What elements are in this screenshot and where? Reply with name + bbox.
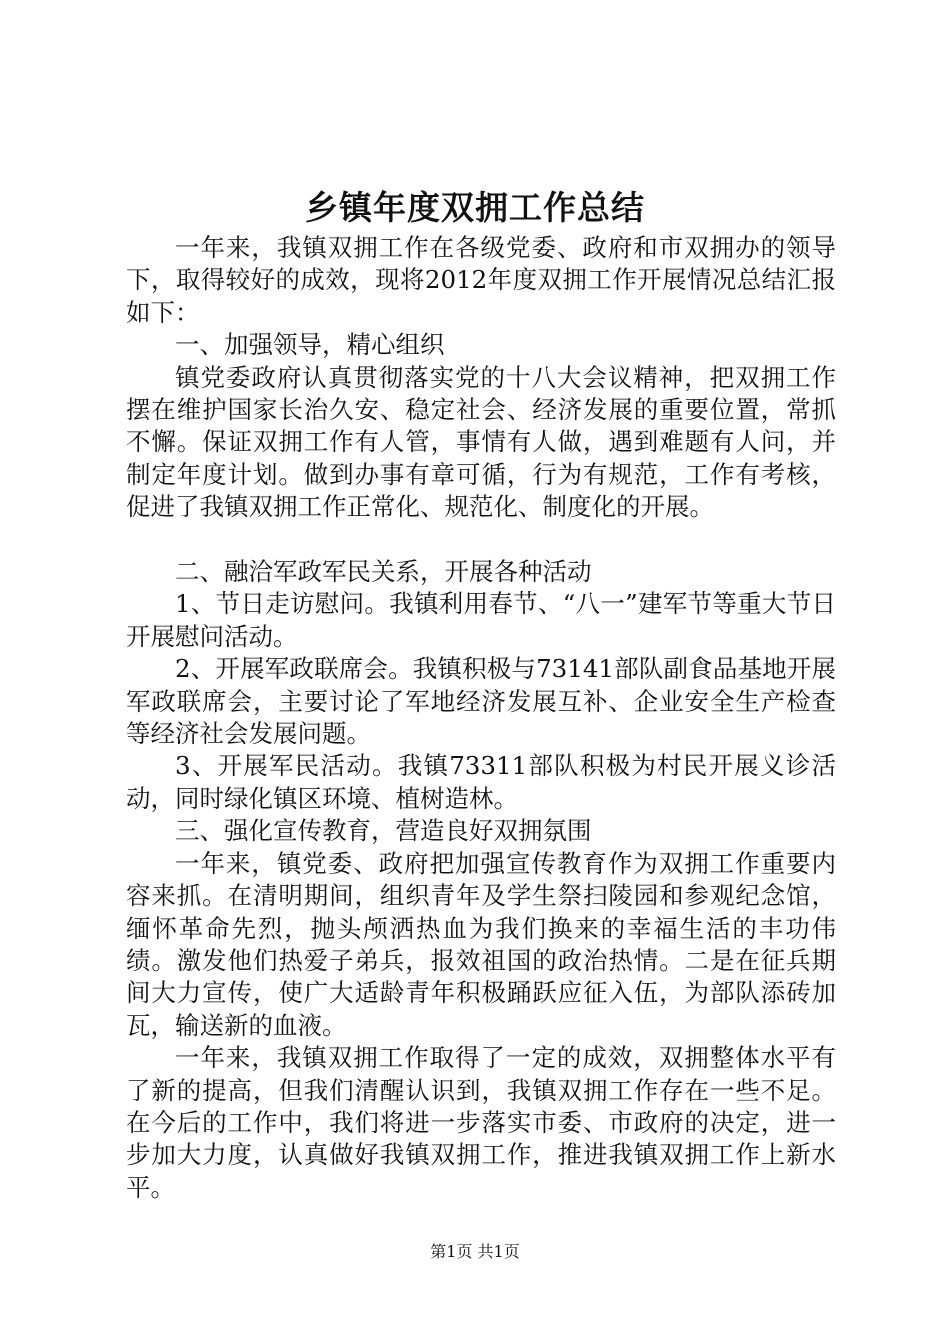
section-heading-3: 三、强化宣传教育，营造良好双拥氛围 [175,816,592,846]
section-2-item-3: 3、开展军民活动。我镇73311部队积极为村民开展义诊活动，同时绿化镇区环境、植树造林。 [126,751,836,813]
section-2-item-1: 1、节日走访慰问。我镇利用春节、“八一”建军节等重大节日开展慰问活动。 [126,589,836,651]
intro-paragraph: 一年来，我镇双拥工作在各级党委、政府和市双拥办的领导下，取得较好的成效，现将2012年度双拥工作开展情况总结汇报如下： [126,233,836,327]
document-body [126,232,836,1204]
section-heading-2: 二、融洽军政军民关系，开展各种活动 [175,557,592,587]
paragraph-spacer [126,524,836,556]
section-3-paragraph: 一年来，镇党委、政府把加强宣传教育作为双拥工作重要内容来抓。在清明期间，组织青年及学生祭扫陵园和参观纪念馆，缅怀革命先烈，抛头颅洒热血为我们换来的幸福生活的丰功伟绩。激发他们热爱子弟兵，报效祖国的政治热情。二是在征兵期间大力宣传，使广大适龄青年积极踊跃应征入伍，为部队添砖加瓦，输送新的血液。 [126,848,836,1040]
section-1-paragraph: 镇党委政府认真贯彻落实党的十八大会议精神，把双拥工作摆在维护国家长治久安、稳定社会、经济发展的重要位置，常抓不懈。保证双拥工作有人管，事情有人做，遇到难题有人问，并制定年度计划。做到办事有章可循，行为有规范，工作有考核，促进了我镇双拥工作正常化、规范化、制度化的开展。 [126,362,836,522]
document-title: 乡镇年度双拥工作总结 [305,188,645,227]
conclusion-paragraph: 一年来，我镇双拥工作取得了一定的成效，双拥整体水平有了新的提高，但我们清醒认识到，我镇双拥工作存在一些不足。在今后的工作中，我们将进一步落实市委、市政府的决定，进一步加大力度，认真做好我镇双拥工作，推进我镇双拥工作上新水平。 [126,1043,836,1202]
section-heading-1: 一、加强领导，精心组织 [175,330,445,360]
page-footer: 第1页 共1页 [430,1242,520,1261]
section-2-item-2: 2、开展军政联席会。我镇积极与73141部队副食品基地开展军政联席会，主要讨论了军地经济发展互补、企业安全生产检查等经济社会发展问题。 [126,654,836,749]
